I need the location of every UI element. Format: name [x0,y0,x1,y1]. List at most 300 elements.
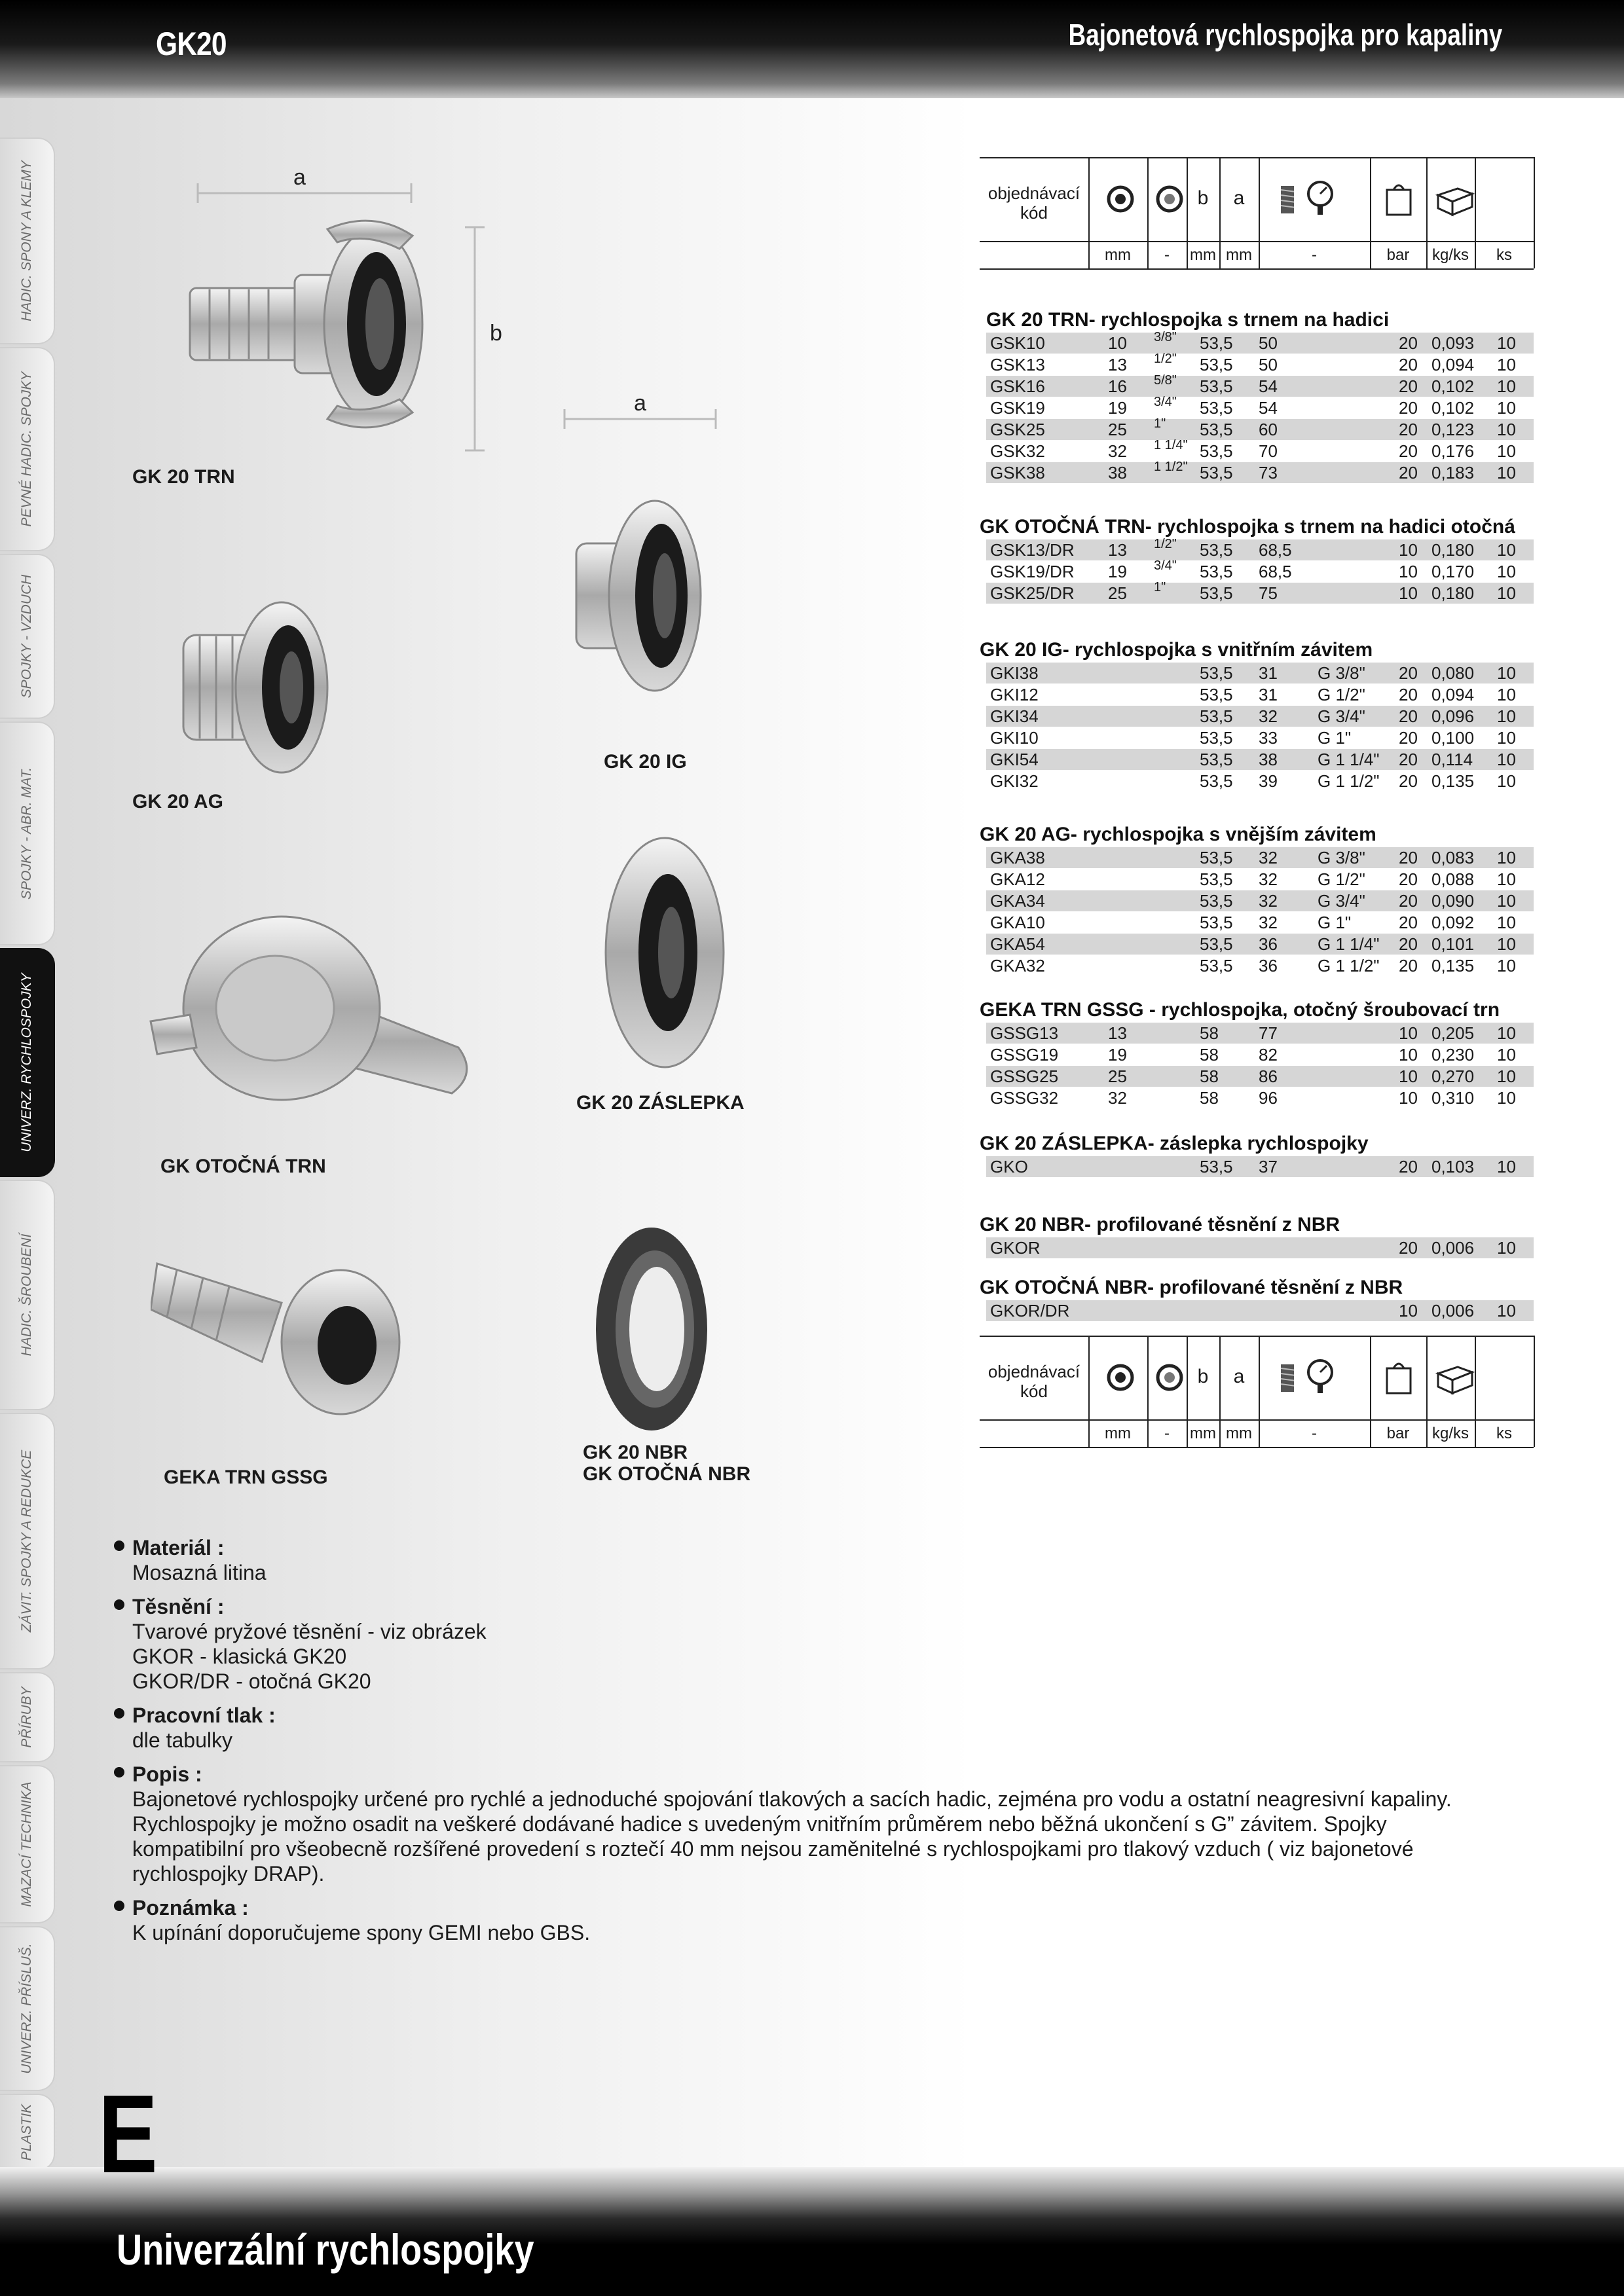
table-row [986,1066,1534,1087]
cell-a: 68,5 [1259,562,1292,581]
label-gk20-ig: GK 20 IG [604,751,687,773]
cell-kg: 0,102 [1431,376,1475,396]
table-row [986,354,1534,375]
cell-g: G 1/2" [1318,685,1365,704]
cell-b: 53,5 [1200,420,1233,439]
table-row [986,727,1534,748]
cell-a: 54 [1259,376,1278,396]
dim-a-arrow-ig [563,409,717,429]
unit-label: mm [1190,1425,1216,1442]
cell-kg: 0,135 [1431,771,1475,791]
cell-inch: 1 1/2" [1154,460,1188,474]
table-row [986,684,1534,705]
table-row [986,706,1534,727]
cell-kg: 0,205 [1431,1023,1475,1043]
cell-ks: 10 [1497,441,1516,461]
cell-b: 53,5 [1200,333,1233,353]
cell-code: GKI38 [990,663,1039,683]
label-geka-trn-gssg: GEKA TRN GSSG [164,1467,328,1488]
cell-a: 32 [1259,891,1278,911]
cell-a: 31 [1259,663,1278,683]
cell-bar: 10 [1399,1301,1418,1321]
gk20-trn-image [177,177,504,465]
cell-a: 75 [1259,583,1278,603]
cell-b: 53,5 [1200,540,1233,560]
cell-code: GSK38 [990,463,1045,483]
geka-trn-gssg-image [151,1237,413,1434]
cell-a: 82 [1259,1045,1278,1065]
cell-b: 53,5 [1200,583,1233,603]
cell-code: GKOR [990,1238,1041,1258]
cell-inch: 3/4" [1154,395,1177,409]
cell-bar: 10 [1399,1088,1418,1108]
table-row [986,416,1534,440]
cell-code: GSSG32 [990,1088,1059,1108]
table-row [986,955,1534,976]
cell-b: 53,5 [1200,771,1233,791]
header-divider [1534,1336,1535,1447]
cell-kg: 0,090 [1431,891,1475,911]
cell-b: 58 [1200,1023,1219,1043]
cell-b: 58 [1200,1045,1219,1065]
cell-inch: 1" [1154,416,1166,431]
cell-ks: 10 [1497,663,1516,683]
cell-a: 39 [1259,771,1278,791]
cell-a: 68,5 [1259,540,1292,560]
cell-g: G 1/2" [1318,869,1365,889]
cell-code: GSK13/DR [990,540,1075,560]
table-row [986,1044,1534,1065]
cell-kg: 0,100 [1431,728,1475,748]
unit-label: - [1164,246,1170,264]
cell-kg: 0,101 [1431,934,1475,954]
table-row [986,912,1534,933]
side-tab-label: PŘÍRUBY [19,1686,34,1748]
bullet-title: Materiál : [132,1536,225,1559]
cell-b: 53,5 [1200,869,1233,889]
cell-bar: 10 [1399,540,1418,560]
bullet-line: dle tabulky [132,1728,232,1752]
section-title: GK 20 AG- rychlospojka s vnějším závitem [980,824,1376,845]
cell-d: 13 [1108,1023,1127,1043]
product-code: GK20 [156,26,227,62]
cell-inch: 1/2" [1154,352,1177,366]
cell-kg: 0,135 [1431,956,1475,975]
cell-bar: 20 [1399,869,1418,889]
cell-g: G 1 1/4" [1318,750,1380,769]
cell-ks: 10 [1497,1157,1516,1176]
cell-a: 50 [1259,333,1278,353]
weight-icon [1373,173,1429,225]
cell-kg: 0,183 [1431,463,1475,483]
gk-otocna-trn-image [138,897,478,1133]
table-row [986,1023,1534,1044]
cell-bar: 20 [1399,376,1418,396]
cell-ks: 10 [1497,685,1516,704]
cell-b: 53,5 [1200,1157,1233,1176]
cell-b: 53,5 [1200,376,1233,396]
cell-inch: 5/8" [1154,373,1177,388]
header-rule [980,1447,1534,1448]
cell-b: 53,5 [1200,934,1233,954]
cell-ks: 10 [1497,376,1516,396]
cell-b: 53,5 [1200,441,1233,461]
cell-kg: 0,094 [1431,355,1475,374]
side-tab[interactable] [0,1765,55,1923]
cell-ks: 10 [1497,1238,1516,1258]
bullet-dot-icon [114,1708,124,1719]
cell-ks: 10 [1497,934,1516,954]
table-row [986,749,1534,770]
cell-ks: 10 [1497,728,1516,748]
cell-bar: 10 [1399,583,1418,603]
cell-ks: 10 [1497,750,1516,769]
header-rule [980,157,1534,158]
bullet-title: Poznámka : [132,1896,249,1920]
table-header-bottom [980,1336,1534,1447]
cell-code: GKA10 [990,913,1045,932]
cell-a: 32 [1259,848,1278,867]
label-gk20-ag: GK 20 AG [132,791,223,812]
side-tab-label: ZÁVIT. SPOJKY A REDUKCE [19,1449,34,1633]
cell-bar: 20 [1399,771,1418,791]
side-tab[interactable] [0,1926,55,2091]
gk20-zaslepka-image [589,828,740,1077]
cell-kg: 0,094 [1431,685,1475,704]
thread-icon [1261,173,1294,225]
gk20-nbr-image [586,1218,717,1440]
table-row [986,771,1534,792]
cell-code: GSSG25 [990,1066,1059,1086]
side-tab[interactable] [0,554,55,719]
table-row [986,1300,1534,1321]
cell-b: 53,5 [1200,913,1233,932]
cell-bar: 20 [1399,663,1418,683]
cell-ks: 10 [1497,1045,1516,1065]
cell-ks: 10 [1497,355,1516,374]
unit-label: kg/ks [1431,246,1469,264]
cell-a: 60 [1259,420,1278,439]
side-tab-label: PEVNÉ HADIC. SPOJKY [19,371,34,527]
cell-a: 73 [1259,463,1278,483]
col-b-header: b [1197,187,1209,209]
cell-code: GSK13 [990,355,1045,374]
bullet-title: Těsnění : [132,1595,225,1618]
cell-bar: 10 [1399,1066,1418,1086]
cell-code: GKOR/DR [990,1301,1070,1321]
cell-a: 32 [1259,913,1278,932]
bullet-line: K upínání doporučujeme spony GEMI nebo GBS. [132,1921,591,1944]
unit-label: kg/ks [1431,1425,1469,1442]
side-tab-label: SPOJKY - VZDUCH [19,574,34,699]
side-tab[interactable] [0,347,55,551]
cell-code: GKA38 [990,848,1045,867]
cell-ks: 10 [1497,540,1516,560]
cell-kg: 0,083 [1431,848,1475,867]
outer-diameter-icon [1150,173,1189,225]
cell-code: GKA32 [990,956,1045,975]
cell-b: 53,5 [1200,956,1233,975]
cell-code: GSSG13 [990,1023,1059,1043]
side-tab-label: SPOJKY - ABR. MAT. [19,767,34,900]
page-title: Bajonetová rychlospojka pro kapaliny [1068,18,1502,52]
unit-label: mm [1105,1425,1131,1442]
cell-kg: 0,270 [1431,1066,1475,1086]
side-tab-label: PLASTIK [19,2104,34,2161]
cell-bar: 10 [1399,562,1418,581]
header-rule [980,268,1534,270]
cell-ks: 10 [1497,463,1516,483]
cell-inch: 3/8" [1154,330,1177,344]
unit-label: bar [1386,1425,1410,1442]
label-gk20-zaslepka: GK 20 ZÁSLEPKA [576,1092,745,1114]
cell-code: GKA12 [990,869,1045,889]
cell-ks: 10 [1497,891,1516,911]
bullet-dot-icon [114,1767,124,1777]
cell-kg: 0,102 [1431,398,1475,418]
cell-b: 53,5 [1200,685,1233,704]
pressure-gauge-icon [1294,173,1350,225]
cell-inch: 3/4" [1154,558,1177,573]
cell-a: 38 [1259,750,1278,769]
side-tab[interactable] [0,1413,55,1669]
cell-kg: 0,088 [1431,869,1475,889]
table-row [986,438,1534,462]
bullet-line: GKOR - klasická GK20 [132,1645,347,1668]
cell-g: G 3/8" [1318,848,1365,867]
col-a-header: a [1233,1366,1245,1387]
cell-code: GSK10 [990,333,1045,353]
section-letter: E [98,2072,158,2196]
cell-code: GSSG19 [990,1045,1059,1065]
cell-d: 19 [1108,398,1127,418]
cell-kg: 0,006 [1431,1238,1475,1258]
unit-label: mm [1190,246,1216,264]
cell-a: 32 [1259,869,1278,889]
cell-ks: 10 [1497,420,1516,439]
side-tab-label: UNIVERZ. RYCHLOSPOJKY [19,973,34,1152]
unit-label: - [1312,1425,1317,1442]
cell-a: 31 [1259,685,1278,704]
cell-bar: 20 [1399,398,1418,418]
footer-title: Univerzální rychlospojky [117,2225,534,2274]
cell-bar: 20 [1399,333,1418,353]
col-b-header: b [1197,1366,1209,1387]
table-row [986,869,1534,890]
cell-ks: 10 [1497,562,1516,581]
table-row [986,330,1534,354]
table-row [986,558,1534,582]
side-tab-label: HADIC. ŠROUBENÍ [19,1233,34,1357]
unit-label: mm [1226,1425,1252,1442]
cell-b: 53,5 [1200,355,1233,374]
package-icon [1429,173,1477,225]
cell-a: 77 [1259,1023,1278,1043]
cell-b: 53,5 [1200,706,1233,726]
bullet-item [114,1594,1541,1694]
outer-diameter-icon [1150,1351,1189,1404]
cell-inch: 1 1/4" [1154,438,1188,452]
cell-a: 33 [1259,728,1278,748]
table-row [986,397,1534,418]
dim-b-arrow [465,226,485,452]
side-tab[interactable] [0,1672,55,1762]
cell-code: GSK32 [990,441,1045,461]
table-row [986,580,1534,604]
cell-code: GKA34 [990,891,1045,911]
bullet-line: GKOR/DR - otočná GK20 [132,1669,371,1693]
inner-diameter-icon [1091,1351,1147,1404]
cell-bar: 20 [1399,420,1418,439]
bullet-line: Mosazná litina [132,1561,267,1584]
cell-code: GSK25/DR [990,583,1075,603]
cell-kg: 0,230 [1431,1045,1475,1065]
bullet-line: rychlospojky DRAP). [132,1862,325,1886]
cell-d: 32 [1108,1088,1127,1108]
cell-code: GSK19 [990,398,1045,418]
table-header-top [980,157,1534,268]
cell-a: 54 [1259,398,1278,418]
header-divider [1534,157,1535,268]
side-tab[interactable] [0,1180,55,1410]
label-gk-otocna-trn: GK OTOČNÁ TRN [160,1156,326,1177]
cell-kg: 0,006 [1431,1301,1475,1321]
cell-kg: 0,092 [1431,913,1475,932]
cell-bar: 20 [1399,706,1418,726]
section-title: GK 20 IG- rychlospojka s vnitřním závitem [980,639,1373,661]
cell-bar: 20 [1399,463,1418,483]
package-icon [1429,1351,1477,1404]
cell-code: GKI54 [990,750,1039,769]
cell-kg: 0,093 [1431,333,1475,353]
side-tab[interactable] [0,137,55,344]
cell-code: GKI12 [990,685,1039,704]
cell-kg: 0,310 [1431,1088,1475,1108]
cell-a: 86 [1259,1066,1278,1086]
side-tab[interactable] [0,2094,55,2171]
cell-code: GSK19/DR [990,562,1075,581]
cell-bar: 20 [1399,956,1418,975]
bullet-dot-icon [114,1599,124,1610]
table-row [986,462,1534,483]
side-tab[interactable] [0,721,55,945]
cell-bar: 10 [1399,1023,1418,1043]
bullet-title: Pracovní tlak : [132,1704,276,1727]
cell-ks: 10 [1497,333,1516,353]
cell-ks: 10 [1497,1066,1516,1086]
cell-a: 36 [1259,956,1278,975]
cell-ks: 10 [1497,771,1516,791]
header-rule [980,1419,1534,1421]
cell-b: 58 [1200,1066,1219,1086]
cell-code: GSK25 [990,420,1045,439]
cell-b: 53,5 [1200,750,1233,769]
side-tab-label: UNIVERZ. PŘÍSLUŠ. [19,1943,34,2074]
bullet-line: Bajonetové rychlospojky určené pro rychlé a jednoduché spojování tlakových a sacích hadic, zejména pro vodu a ostatní neagresivní kapaliny. [132,1787,1452,1811]
label-gk20-trn: GK 20 TRN [132,466,235,488]
section-title: GK OTOČNÁ TRN- rychlospojka s trnem na hadici otočná [980,516,1515,538]
cell-d: 13 [1108,540,1127,560]
cell-bar: 20 [1399,913,1418,932]
unit-label: ks [1496,1425,1512,1442]
gk20-ig-image [570,471,720,714]
cell-d: 19 [1108,1045,1127,1065]
cell-a: 37 [1259,1157,1278,1176]
unit-label: - [1164,1425,1170,1442]
col-code-header: objednávací kód [987,183,1080,223]
cell-a: 50 [1259,355,1278,374]
description-list [114,1535,1541,1954]
cell-ks: 10 [1497,913,1516,932]
cell-inch: 1/2" [1154,537,1177,551]
table-row [986,663,1534,683]
side-tab[interactable] [0,948,55,1177]
footer-band [0,2167,1624,2296]
side-tab-label: HADIC. SPONY A KLEMY [19,160,34,321]
cell-bar: 20 [1399,1157,1418,1176]
cell-g: G 3/4" [1318,891,1365,911]
cell-b: 53,5 [1200,398,1233,418]
cell-kg: 0,180 [1431,540,1475,560]
unit-label: ks [1496,246,1512,264]
table-row [986,373,1534,397]
cell-ks: 10 [1497,706,1516,726]
cell-code: GKI10 [990,728,1039,748]
label-gk20-nbr: GK 20 NBR [583,1442,688,1463]
cell-bar: 20 [1399,441,1418,461]
cell-kg: 0,080 [1431,663,1475,683]
cell-d: 10 [1108,333,1127,353]
cell-bar: 20 [1399,685,1418,704]
cell-bar: 20 [1399,891,1418,911]
cell-inch: 1" [1154,580,1166,594]
cell-code: GSK16 [990,376,1045,396]
cell-kg: 0,114 [1431,750,1473,769]
cell-g: G 3/8" [1318,663,1365,683]
table-row [986,1237,1534,1258]
section-title: GEKA TRN GSSG - rychlospojka, otočný šroubovací trn [980,999,1500,1021]
unit-label: mm [1105,246,1131,264]
cell-code: GKO [990,1157,1028,1176]
cell-kg: 0,176 [1431,441,1475,461]
inner-diameter-icon [1091,173,1147,225]
cell-b: 53,5 [1200,848,1233,867]
cell-d: 13 [1108,355,1127,374]
cell-b: 53,5 [1200,891,1233,911]
cell-kg: 0,170 [1431,562,1475,581]
cell-a: 36 [1259,934,1278,954]
header-band [0,0,1624,98]
cell-kg: 0,180 [1431,583,1475,603]
section-title: GK OTOČNÁ NBR- profilované těsnění z NBR [980,1277,1403,1298]
cell-bar: 20 [1399,728,1418,748]
dim-a-label-ig: a [634,391,646,416]
bullet-line: Tvarové pryžové těsnění - viz obrázek [132,1620,487,1643]
cell-code: GKA54 [990,934,1045,954]
bullet-dot-icon [114,1540,124,1551]
cell-ks: 10 [1497,1301,1516,1321]
cell-b: 53,5 [1200,562,1233,581]
col-code-header: objednávací kód [987,1362,1080,1401]
section-title: GK 20 ZÁSLEPKA- záslepka rychlospojky [980,1133,1369,1154]
cell-g: G 3/4" [1318,706,1365,726]
cell-b: 53,5 [1200,663,1233,683]
table-row [986,847,1534,868]
table-row [986,890,1534,911]
cell-g: G 1" [1318,913,1352,932]
bullet-dot-icon [114,1901,124,1911]
dim-b-label: b [490,321,502,346]
